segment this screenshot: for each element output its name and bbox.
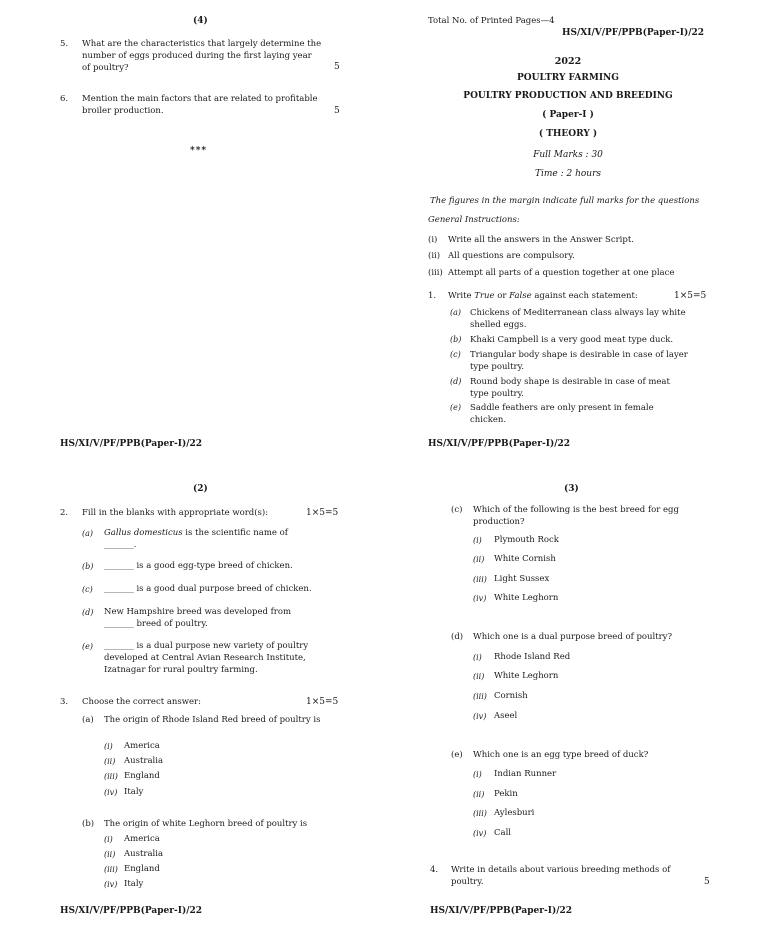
page-3: [384, 466, 768, 932]
exam-time: Time : 2 hours: [534, 169, 601, 179]
full-marks: Full Marks : 30: [533, 150, 603, 160]
paper-title: POULTRY PRODUCTION AND BREEDING: [463, 91, 673, 101]
item-label: (c): [451, 505, 463, 515]
item-label: (b): [450, 335, 462, 344]
item-label: (c): [82, 585, 93, 594]
page-footer: HS/XI/V/PF/PPB(Paper-I)/22: [60, 906, 203, 916]
option-label: (iv): [473, 594, 487, 603]
end-stars: ***: [190, 146, 208, 156]
option-label: (ii): [104, 757, 116, 766]
mcq-c-text: Which of the following is the best breed for egg production?: [473, 505, 679, 527]
page-1: [384, 0, 768, 466]
item-label: (a): [82, 715, 94, 725]
option-text: Rhode Island Red: [494, 652, 571, 662]
statement-c: Triangular body shape is desirable in case of layer type poultry.: [470, 350, 688, 372]
item-label: (e): [82, 642, 93, 651]
instruction-number: (iii): [428, 268, 443, 278]
option-label: (i): [473, 653, 482, 662]
item-label: (a): [450, 308, 462, 317]
option-label: (i): [473, 770, 482, 779]
mcq-b-text: The origin of white Leghorn breed of poultry is: [104, 819, 308, 829]
question-3-marks: 1×5=5: [306, 697, 339, 707]
item-label: (d): [82, 608, 94, 617]
option-label: (iii): [104, 772, 118, 781]
option-label: (i): [104, 742, 113, 751]
option-text: Indian Runner: [494, 769, 557, 779]
blank-d: New Hampshire breed was developed from _______ breed of poultry.: [104, 607, 292, 629]
paper-number: ( Paper-I ): [542, 110, 594, 120]
item-label: (e): [451, 750, 463, 760]
item-label: (d): [451, 632, 464, 642]
statement-d: Round body shape is desirable in case of meat type poultry.: [470, 377, 670, 399]
mcq-d-text: Which one is a dual purpose breed of poultry?: [473, 632, 673, 642]
exam-year: 2022: [554, 56, 582, 67]
total-pages: Total No. of Printed Pages—4: [428, 16, 555, 26]
option-text: England: [124, 771, 160, 781]
instruction-text: Attempt all parts of a question together at one place: [448, 268, 675, 278]
page-2: [0, 466, 384, 932]
option-text: White Cornish: [494, 554, 556, 564]
option-text: Aseel: [494, 711, 518, 721]
page-number: (2): [193, 484, 208, 494]
option-text: America: [124, 741, 160, 751]
option-text: Italy: [124, 787, 144, 797]
option-text: White Leghorn: [494, 671, 559, 681]
option-label: (iv): [473, 829, 487, 838]
option-label: (iii): [473, 692, 487, 701]
page-footer: HS/XI/V/PF/PPB(Paper-I)/22: [428, 439, 571, 449]
option-text: White Leghorn: [494, 593, 559, 603]
blank-c: _______ is a good dual purpose breed of chicken.: [104, 584, 312, 594]
question-6-marks: 5: [334, 106, 340, 116]
instruction-number: (i): [428, 235, 438, 245]
statement-b: Khaki Campbell is a very good meat type duck.: [470, 335, 674, 345]
page-footer: HS/XI/V/PF/PPB(Paper-I)/22: [430, 906, 573, 916]
option-label: (iii): [473, 809, 487, 818]
blank-b: _______ is a good egg-type breed of chicken.: [104, 561, 293, 571]
paper-code: HS/XI/V/PF/PPB(Paper-I)/22: [562, 28, 705, 38]
option-label: (iii): [473, 575, 487, 584]
statement-a: Chickens of Mediterranean class always lay white shelled eggs.: [470, 308, 686, 330]
option-text: Cornish: [494, 691, 528, 701]
statement-e: Saddle feathers are only present in female chicken.: [470, 403, 654, 425]
option-text: Pekin: [494, 789, 518, 799]
option-label: (ii): [104, 850, 116, 859]
question-6-text: Mention the main factors that are related to profitable broiler production.: [82, 94, 318, 116]
question-5-text: What are the characteristics that largely determine the number of eggs produced during the first laying year of poultry?: [82, 39, 322, 73]
mcq-e-text: Which one is an egg type breed of duck?: [473, 750, 649, 760]
question-1-marks: 1×5=5: [674, 291, 707, 301]
option-text: Call: [494, 828, 512, 838]
question-4-marks: 5: [704, 877, 710, 887]
option-label: (iv): [104, 880, 118, 889]
question-1-text: Write True or False against each statement:: [448, 291, 638, 301]
option-text: America: [124, 834, 160, 844]
option-label: (ii): [473, 790, 485, 799]
option-text: Australia: [124, 849, 164, 859]
item-label: (b): [82, 562, 94, 571]
option-label: (iv): [104, 788, 118, 797]
blank-e: _______ is a dual purpose new variety of poultry developed at Central Avian Research Institute, Izatnagar for rural poultry farming.: [104, 641, 309, 675]
mcq-a-text: The origin of Rhode Island Red breed of poultry is: [104, 715, 321, 725]
option-text: Italy: [124, 879, 144, 889]
instruction-text: Write all the answers in the Answer Script.: [448, 235, 634, 245]
option-label: (iv): [473, 712, 487, 721]
item-label: (c): [450, 350, 461, 359]
question-number: 6.: [60, 94, 69, 104]
option-text: Australia: [124, 756, 164, 766]
item-label: (a): [82, 529, 94, 538]
blank-a: Gallus domesticus is the scientific name of _______.: [104, 528, 288, 550]
option-label: (i): [104, 835, 113, 844]
paper-type: ( THEORY ): [538, 129, 598, 139]
instruction-text: All questions are compulsory.: [448, 251, 575, 261]
subject: POULTRY FARMING: [517, 73, 619, 83]
page-number: (3): [564, 484, 579, 494]
option-text: England: [124, 864, 160, 874]
question-number: 1.: [428, 291, 437, 301]
item-label: (e): [450, 403, 461, 412]
option-label: (iii): [104, 865, 118, 874]
option-label: (ii): [473, 555, 485, 564]
option-text: Plymouth Rock: [494, 535, 559, 545]
question-number: 5.: [60, 39, 69, 49]
item-label: (d): [450, 377, 462, 386]
page-footer: HS/XI/V/PF/PPB(Paper-I)/22: [60, 439, 203, 449]
question-5-marks: 5: [334, 62, 340, 72]
question-4-text: Write in details about various breeding methods of poultry.: [451, 865, 671, 887]
question-number: 2.: [60, 508, 69, 518]
option-text: Aylesburi: [494, 808, 535, 818]
question-2-text: Fill in the blanks with appropriate word(s):: [82, 508, 269, 518]
general-instructions-heading: General Instructions:: [428, 215, 520, 225]
question-number: 4.: [430, 865, 439, 875]
option-text: Light Sussex: [494, 574, 550, 584]
question-2-marks: 1×5=5: [306, 508, 339, 518]
option-label: (ii): [473, 672, 485, 681]
page-number: (4): [193, 16, 208, 26]
instruction-number: (ii): [428, 251, 441, 261]
question-number: 3.: [60, 697, 69, 707]
margin-note: The figures in the margin indicate full marks for the questions: [430, 196, 700, 206]
option-label: (i): [473, 536, 482, 545]
item-label: (b): [82, 819, 95, 829]
page-4: [0, 0, 384, 466]
question-3-text: Choose the correct answer:: [82, 697, 201, 707]
